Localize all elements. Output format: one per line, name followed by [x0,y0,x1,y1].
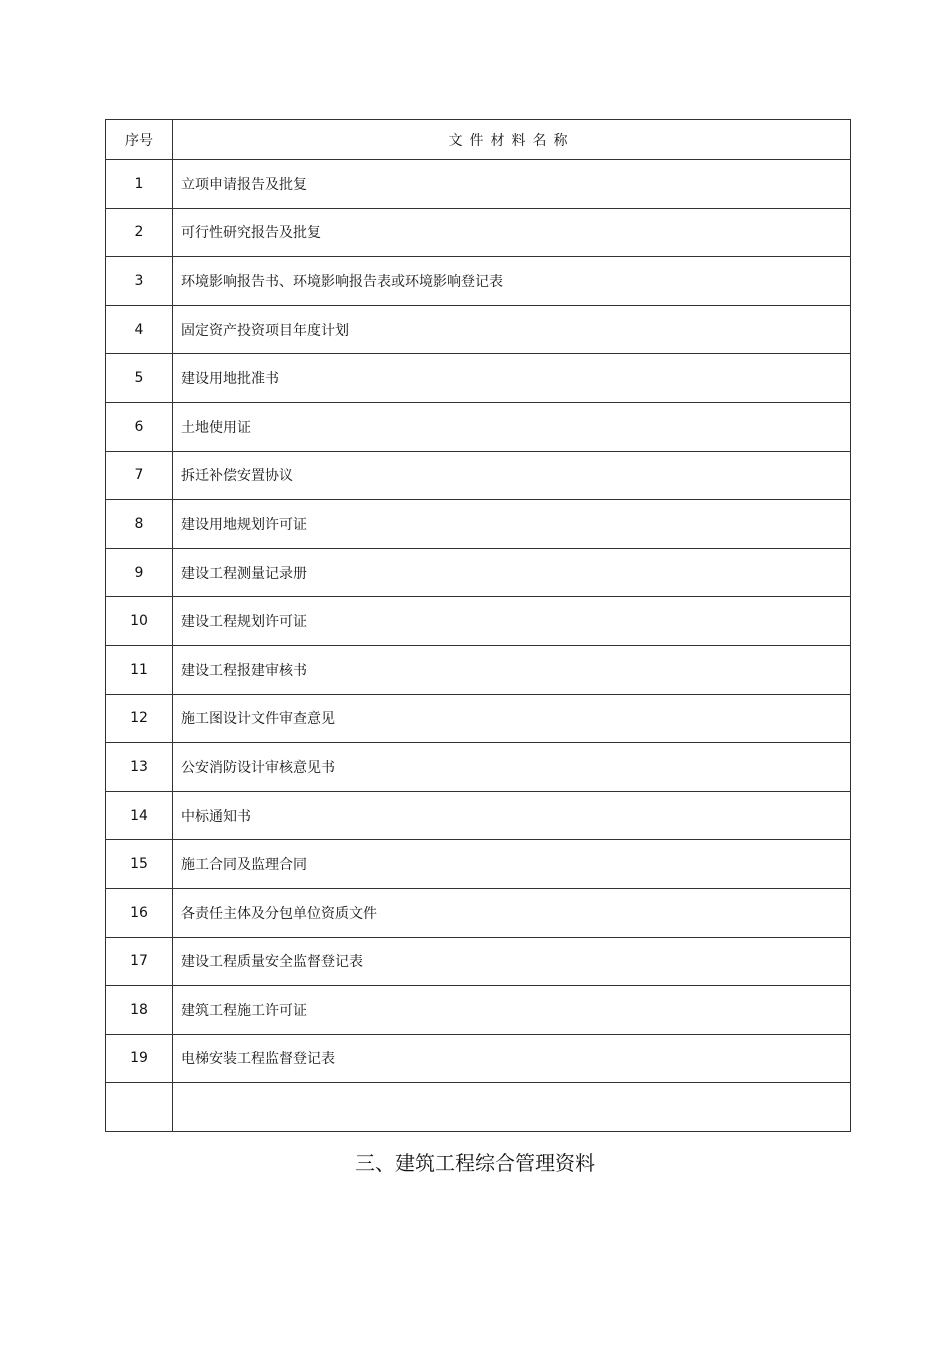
row-name: 拆迁补偿安置协议 [173,451,851,500]
table-row [106,402,851,451]
table-row [106,888,851,937]
row-number: 12 [106,694,173,743]
table-row [106,645,851,694]
table-row [106,208,851,257]
row-name: 公安消防设计审核意见书 [173,743,851,792]
table-row [106,354,851,403]
row-name: 电梯安装工程监督登记表 [173,1034,851,1083]
table-row [106,257,851,306]
table-row [106,840,851,889]
table-row [106,305,851,354]
row-number: 9 [106,548,173,597]
row-number: 11 [106,645,173,694]
row-number: 4 [106,305,173,354]
row-number: 16 [106,888,173,937]
row-number: 8 [106,500,173,549]
row-name [173,1083,851,1132]
row-number: 1 [106,160,173,209]
table-row [106,160,851,209]
row-name: 建设用地规划许可证 [173,500,851,549]
table-body [106,160,851,1132]
row-number: 7 [106,451,173,500]
row-name: 建设工程质量安全监督登记表 [173,937,851,986]
row-name: 各责任主体及分包单位资质文件 [173,888,851,937]
table-header [106,120,851,160]
table-row [106,986,851,1035]
row-name: 立项申请报告及批复 [173,160,851,209]
row-number: 15 [106,840,173,889]
table-row [106,1034,851,1083]
table-row [106,451,851,500]
header-serial-number: 序号 [106,120,173,160]
row-number: 5 [106,354,173,403]
table-row [106,500,851,549]
table-row [106,548,851,597]
table-row [106,791,851,840]
row-name: 施工图设计文件审查意见 [173,694,851,743]
row-number: 3 [106,257,173,306]
document-table [105,119,851,1132]
row-number: 17 [106,937,173,986]
row-number: 13 [106,743,173,792]
header-row [106,120,851,160]
row-number: 18 [106,986,173,1035]
row-name: 建设工程规划许可证 [173,597,851,646]
row-name: 可行性研究报告及批复 [173,208,851,257]
row-name: 中标通知书 [173,791,851,840]
row-name: 建设用地批准书 [173,354,851,403]
row-number: 14 [106,791,173,840]
row-number: 19 [106,1034,173,1083]
row-name: 建设工程报建审核书 [173,645,851,694]
row-number [106,1083,173,1132]
row-name: 固定资产投资项目年度计划 [173,305,851,354]
row-number: 10 [106,597,173,646]
row-name: 建设工程测量记录册 [173,548,851,597]
row-name: 建筑工程施工许可证 [173,986,851,1035]
table-row [106,743,851,792]
row-name: 环境影响报告书、环境影响报告表或环境影响登记表 [173,257,851,306]
header-document-name: 文件材料名称 [173,120,851,160]
row-number: 6 [106,402,173,451]
table-row-empty [106,1083,851,1132]
table-row [106,597,851,646]
row-name: 土地使用证 [173,402,851,451]
row-name: 施工合同及监理合同 [173,840,851,889]
section-heading: 三、建筑工程综合管理资料 [355,1151,595,1175]
table-row [106,694,851,743]
table-row [106,937,851,986]
row-number: 2 [106,208,173,257]
